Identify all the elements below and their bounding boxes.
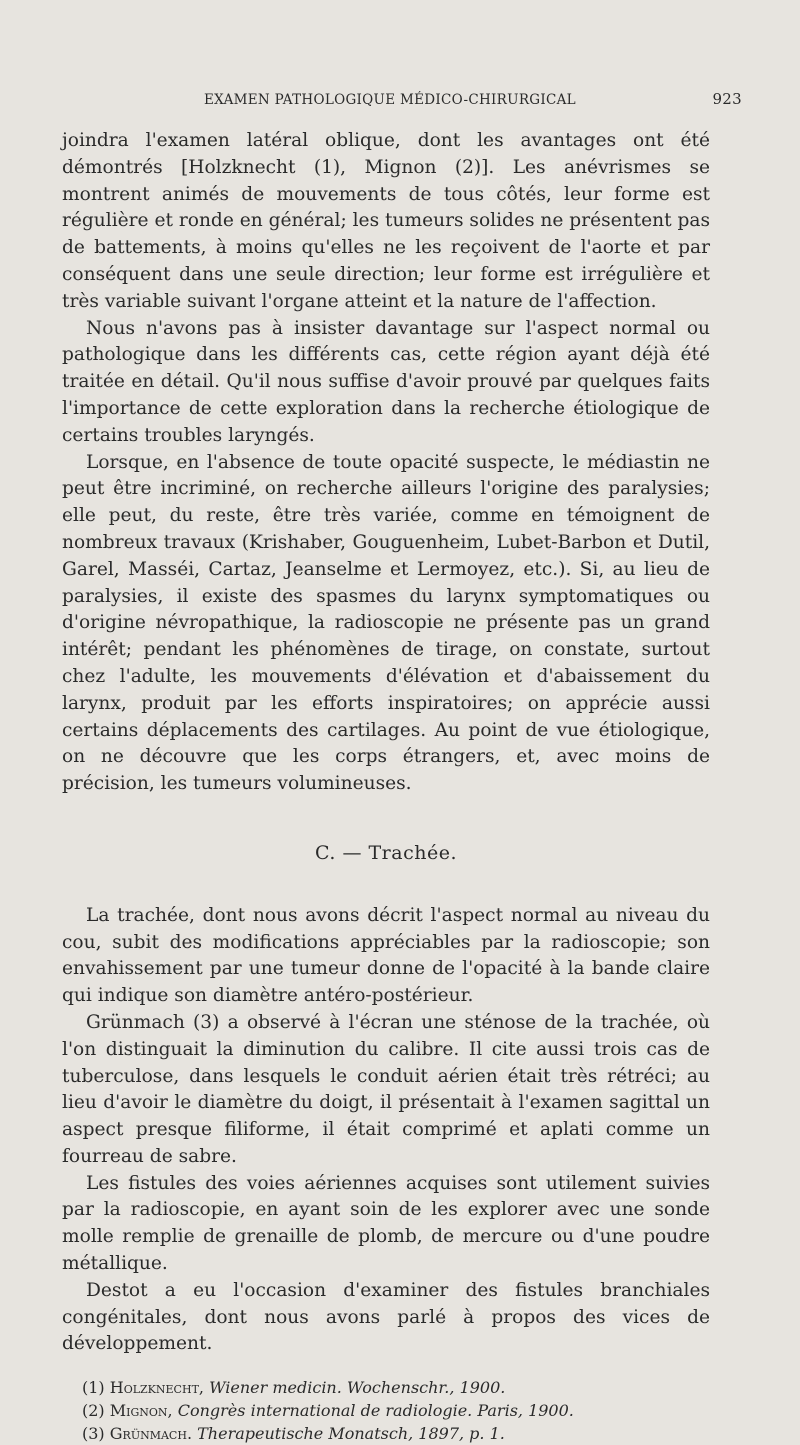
paragraph: Grünmach (3) a observé à l'écran une sténose de la trachée, où l'on distinguait la diminution du calibre. Il cite aussi trois cas de tuberculose, dans lesquels le conduit aérien était très rétréci; au lieu d'avoir le diamètre du doigt, il présentait à l'examen sagittal un aspect presque filiforme, il était comprimé et aplati comme un fourreau de sabre.	[62, 1011, 710, 1167]
footnote	[82, 1422, 710, 1445]
footnote-text: Wiener medicin. Wochenschr., 1900.	[209, 1378, 506, 1398]
paragraph: La trachée, dont nous avons décrit l'aspect normal au niveau du cou, subit des modifications appréciables par la radioscopie; son envahissement par une tumeur donne de l'opacité à la bande claire qui indique son diamètre antéro-postérieur.	[62, 904, 710, 1007]
running-title: EXAMEN PATHOLOGIQUE MÉDICO-CHIRURGICAL	[204, 92, 576, 108]
paragraph: Destot a eu l'occasion d'examiner des fistules branchiales congénitales, dont nous avons parlé à propos des vices de développement.	[62, 1279, 710, 1355]
paragraph: Lorsque, en l'absence de toute opacité suspecte, le médiastin ne peut être incriminé, on recherche ailleurs l'origine des paralysies; elle peut, du reste, être très variée, comme en témoignent de nombreux travaux (Krishaber, Gouguenheim, Lubet-Barbon et Dutil, Garel, Masséi, Cartaz, Jeanselme et Lermoyez, etc.). Si, au lieu de paralysies, il existe des spasmes du larynx symptomatiques ou d'origine névropathique, la radioscopie ne présente pas un grand intérêt; pendant les phénomènes de tirage, on constate, surtout chez l'adulte, les mouvements d'élévation et d'abaissement du larynx, produit par les efforts inspiratoires; on apprécie aussi certains déplacements des cartilages. Au point de vue étiologique, on ne découvre que les corps étrangers, et, avec moins de précision, les tumeurs volumineuses.	[62, 451, 710, 795]
page-number: 923	[712, 90, 742, 108]
footnote-number: (3)	[82, 1424, 105, 1444]
footnote	[82, 1399, 710, 1422]
footnote-text: Congrès international de radiologie. Paris, 1900.	[177, 1401, 574, 1421]
footnote-author: Holzknecht,	[109, 1378, 204, 1398]
footnote-number: (2)	[82, 1401, 105, 1421]
paragraph: joindra l'examen latéral oblique, dont les avantages ont été démontrés [Holzknecht (1), Mignon (2)]. Les anévrismes se montrent animés de mouvements de tous côtés, leur forme est régulière et ronde en général; les tumeurs solides ne présentent pas de battements, à moins qu'elles ne les reçoivent de l'aorte et par conséquent dans une seule direction; leur forme est irrégulière et très variable suivant l'organe atteint et la nature de l'affection.	[62, 130, 710, 312]
page-header	[62, 88, 742, 112]
footnotes	[62, 1376, 710, 1445]
footnote-number: (1)	[82, 1378, 105, 1398]
paragraph: Nous n'avons pas à insister davantage sur l'aspect normal ou pathologique dans les différents cas, cette région ayant déjà été traitée en détail. Qu'il nous suffise d'avoir prouvé par quelques faits l'importance de cette exploration dans la recherche étiologique de certains troubles laryngés.	[62, 317, 710, 446]
footnote-author: Grünmach.	[109, 1424, 193, 1444]
page-body	[62, 128, 710, 1445]
section-title: C. — Trachée.	[315, 841, 457, 864]
footnote-text: Therapeutische Monatsch, 1897, p. 1.	[197, 1424, 505, 1444]
footnote	[82, 1376, 710, 1399]
paragraph: Les fistules des voies aériennes acquises sont utilement suivies par la radioscopie, en ayant soin de les explorer avec une sonde molle remplie de grenaille de plomb, de mercure ou d'une poudre métallique.	[62, 1172, 710, 1275]
footnote-author: Mignon,	[109, 1401, 173, 1421]
